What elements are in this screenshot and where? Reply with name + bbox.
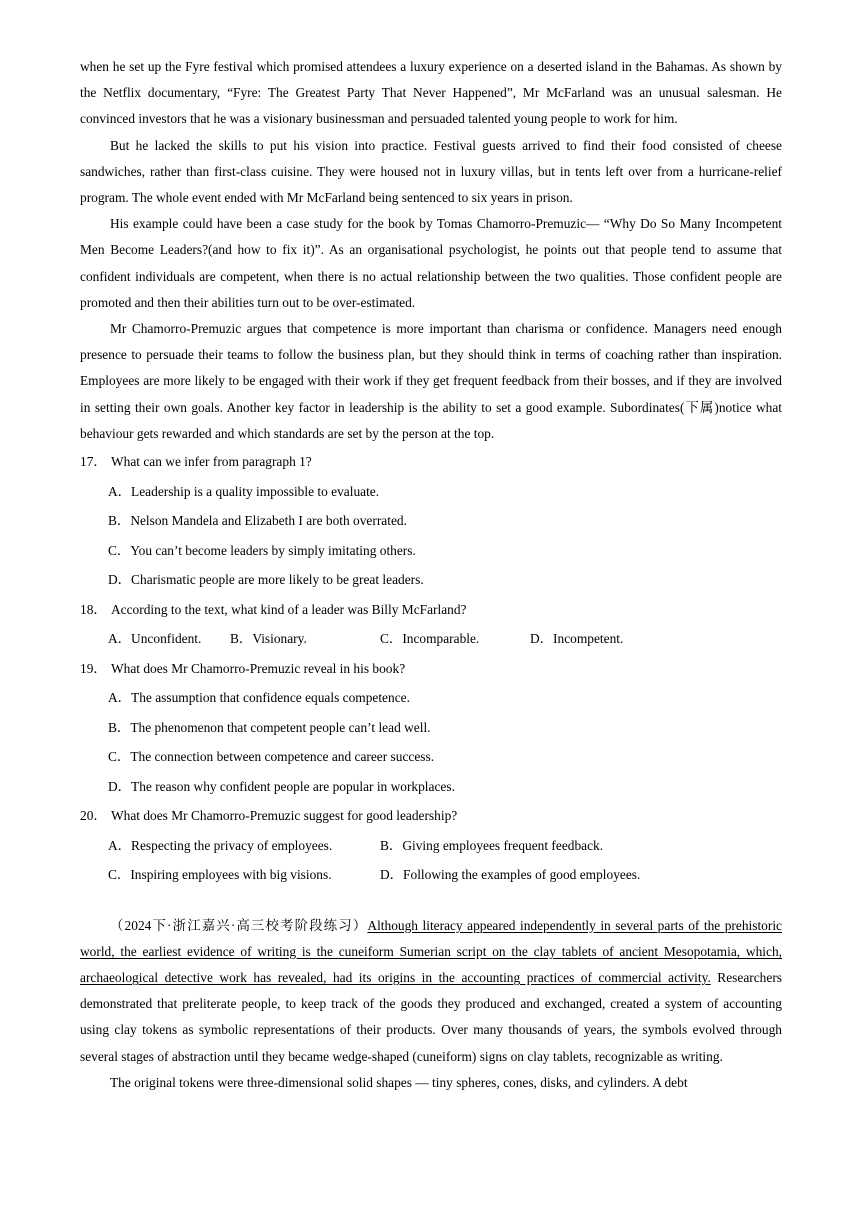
option-a[interactable]: A．Unconfident. — [108, 631, 202, 647]
question-17 — [80, 447, 782, 595]
option-c[interactable]: C．Inspiring employees with big visions. — [108, 867, 332, 883]
question-number: 18． — [80, 601, 107, 617]
option-d[interactable]: D．Incompetent. — [530, 631, 624, 647]
option-b[interactable]: B．Giving employees frequent feedback. — [380, 837, 604, 853]
option-a[interactable]: A．The assumption that confidence equals competence. — [108, 690, 410, 706]
passage1-paragraph-2: But he lacked the skills to put his vision into practice. Festival guests arrived to find their food consisted of cheese sandwiches, rather than first-class cuisine. They were housed not in luxury villas, but in tents left over from a hurricane-relief program. The whole event ended with Mr McFarland being sentenced to six years in prison. — [80, 137, 782, 206]
option-a[interactable]: A．Leadership is a quality impossible to evaluate. — [108, 483, 380, 499]
source-label: （2024下·浙江嘉兴·高三校考阶段练习） — [110, 917, 368, 933]
passage2-paragraph-1 — [80, 913, 782, 1070]
question-text: What does Mr Chamorro-Premuzic reveal in his book? — [111, 660, 406, 676]
question-text: What does Mr Chamorro-Premuzic suggest for good leadership? — [111, 808, 458, 824]
option-b[interactable]: B．The phenomenon that competent people can’t lead well. — [108, 719, 431, 735]
question-18 — [80, 595, 782, 654]
underlined-sentence: Although literacy appeared independently in several parts of the prehistoric world, the earliest evidence of writing is the cuneiform Sumerian script on the clay tablets of ancient Mesopotamia, which, archaeological detective work has revealed, had its origins in the accounting practices of commercial activity. — [80, 917, 783, 985]
option-b[interactable]: B．Visionary. — [230, 631, 307, 647]
passage2-paragraph-2: The original tokens were three-dimensional solid shapes — tiny spheres, cones, disks, and cylinders. A debt — [110, 1074, 688, 1090]
option-a[interactable]: A．Respecting the privacy of employees. — [108, 837, 333, 853]
question-text: According to the text, what kind of a leader was Billy McFarland? — [111, 601, 467, 617]
option-c[interactable]: C．The connection between competence and career success. — [108, 749, 435, 765]
paragraph-text: Researchers demonstrated that preliterate people, to keep track of the goods they produced and exchanged, created a system of accounting using clay tokens as symbolic representations of their products. Over many thousands of years, the symbols evolved through several stages of abstraction until they became wedge-shaped (cuneiform) signs on clay tablets, recognizable as writing. — [80, 969, 782, 1064]
question-19 — [80, 654, 782, 802]
option-d[interactable]: D．Charismatic people are more likely to be great leaders. — [108, 572, 424, 588]
option-d[interactable]: D．The reason why confident people are popular in workplaces. — [108, 778, 455, 794]
question-number: 17． — [80, 454, 107, 470]
option-b[interactable]: B．Nelson Mandela and Elizabeth I are both overrated. — [108, 513, 407, 529]
document-page — [80, 54, 782, 1096]
option-d[interactable]: D．Following the examples of good employees. — [380, 867, 641, 883]
passage1-paragraph-3: His example could have been a case study for the book by Tomas Chamorro-Premuzic— “Why Do So Many Incompetent Men Become Leaders?(and how to fix it)”. As an organisational psychologist, he points out that people tend to assume that confident individuals are competent, when there is no actual relationship between the two qualities. Those confident people are promoted and then their abilities turn out to be over-estimated. — [80, 216, 782, 310]
question-number: 19． — [80, 660, 107, 676]
option-c[interactable]: C．You can’t become leaders by simply imitating others. — [108, 542, 416, 558]
question-text: What can we infer from paragraph 1? — [111, 454, 312, 470]
passage1-paragraph-4: Mr Chamorro-Premuzic argues that competence is more important than charisma or confidence. Managers need enough presence to persuade their teams to follow the business plan, but they should think in terms of coaching rather than inspiration. Employees are more likely to be engaged with their work if they get frequent feedback from their bosses, and if they are involved in setting their own goals. Another key factor in leadership is the ability to set a good example. Subordinates(下属)notice what behaviour gets rewarded and which standards are set by the person at the top. — [80, 321, 782, 441]
passage1-paragraph-1: when he set up the Fyre festival which promised attendees a luxury experience on a deserted island in the Bahamas. As shown by the Netflix documentary, “Fyre: The Greatest Party That Never Happened”, Mr McFarland was an unusual salesman. He convinced investors that he was a visionary businessman and persuaded talented young people to work for him. — [80, 59, 782, 127]
question-number: 20． — [80, 808, 107, 824]
option-c[interactable]: C．Incomparable. — [380, 631, 480, 647]
question-20 — [80, 801, 782, 890]
